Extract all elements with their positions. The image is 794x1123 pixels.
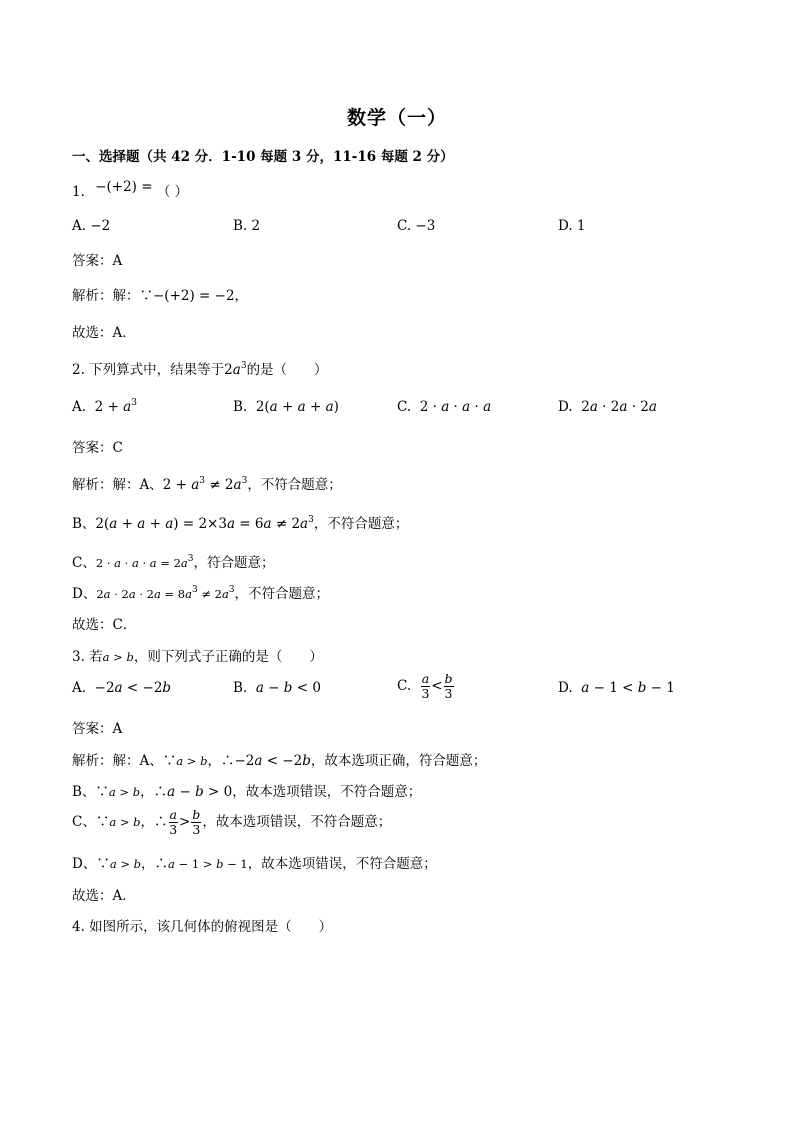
q1-answer: 答案：A — [72, 253, 123, 269]
question-2-stem: 2. 下列算式中，结果等于$2a^3$的是（ ） — [72, 361, 328, 378]
question-1-expression: −(+2) = — [95, 179, 153, 195]
q1-analysis-expression: −(+2) = −2 — [153, 288, 235, 304]
q3-analysis-d: D、∵a > b，∴a − 1 > b − 1，故本选项错误，不符合题意； — [72, 856, 437, 872]
q3-option-a: A. −2a < −2b — [72, 680, 172, 696]
q2-analysis-d: D、$2a \cdot 2a \cdot 2a = 8a^3 \ne 2a^3$，不符合题意； — [72, 585, 330, 602]
question-1-stem — [72, 180, 188, 200]
question-4-stem: 4. 如图所示，该几何体的俯视图是（ ） — [72, 919, 333, 935]
q1-option-d: D. 1 — [558, 218, 586, 234]
q3-option-b: B. a − b < 0 — [233, 680, 321, 696]
q1-analysis: 解析：解：∵−(+2) = −2， — [72, 288, 249, 304]
q2-option-d: D. 2a · 2a · 2a — [558, 399, 657, 415]
question-3-stem: 3. 若a > b，则下列式子正确的是（ ） — [72, 649, 323, 665]
q3-analysis-c: C、∵a > b，∴ $\frac{a}{3}$ > $\frac{b}{3}$ ，故本选项错误，不符合题意； — [72, 807, 392, 837]
q2-option-b: B. 2(a + a + a) — [233, 399, 339, 415]
q1-option-b: B. 2 — [233, 218, 261, 234]
q1-option-a: A. −2 — [72, 218, 111, 234]
q2-option-c: C. 2 · a · a · a — [397, 399, 492, 415]
q3-option-c: C. $\frac{a}{3}$ < $\frac{b}{3}$ — [397, 671, 453, 701]
q1-choice: 故选：A． — [72, 325, 136, 341]
q2-analysis-a: 解析：解：A、$2 + a^3 \ne 2a^3$，不符合题意； — [72, 476, 342, 493]
q3-choice: 故选：A． — [72, 888, 136, 904]
q3-analysis-b: B、∵a > b，∴a − b > 0，故本选项错误，不符合题意； — [72, 784, 422, 800]
q3-answer: 答案：A — [72, 721, 123, 737]
question-number: 1. — [72, 184, 85, 200]
q3-option-d: D. a − 1 < b − 1 — [558, 680, 675, 696]
answer-paren: （ ） — [156, 184, 189, 200]
page-title: 数学（一） — [346, 107, 447, 129]
q2-analysis-b: B、$2(a + a + a) = 2\times 3a = 6a \ne 2a^3$，不符合题意； — [72, 515, 409, 532]
q2-analysis-c: C、$2 \cdot a \cdot a \cdot a = 2a^3$，符合题意； — [72, 554, 275, 571]
q1-option-c: C. −3 — [397, 218, 436, 234]
q2-target-expression: $2a^3$ — [224, 361, 247, 378]
q2-option-a: A. $2 + a^3$ — [72, 398, 137, 415]
q2-answer: 答案：C — [72, 440, 123, 456]
q3-analysis-a: 解析：解：A、∵a > b，∴−2a < −2b，故本选项正确，符合题意； — [72, 753, 487, 769]
q2-choice: 故选：C． — [72, 617, 137, 633]
section-heading: 一、选择题（共 42 分．1-10 每题 3 分，11-16 每题 2 分） — [72, 149, 454, 165]
